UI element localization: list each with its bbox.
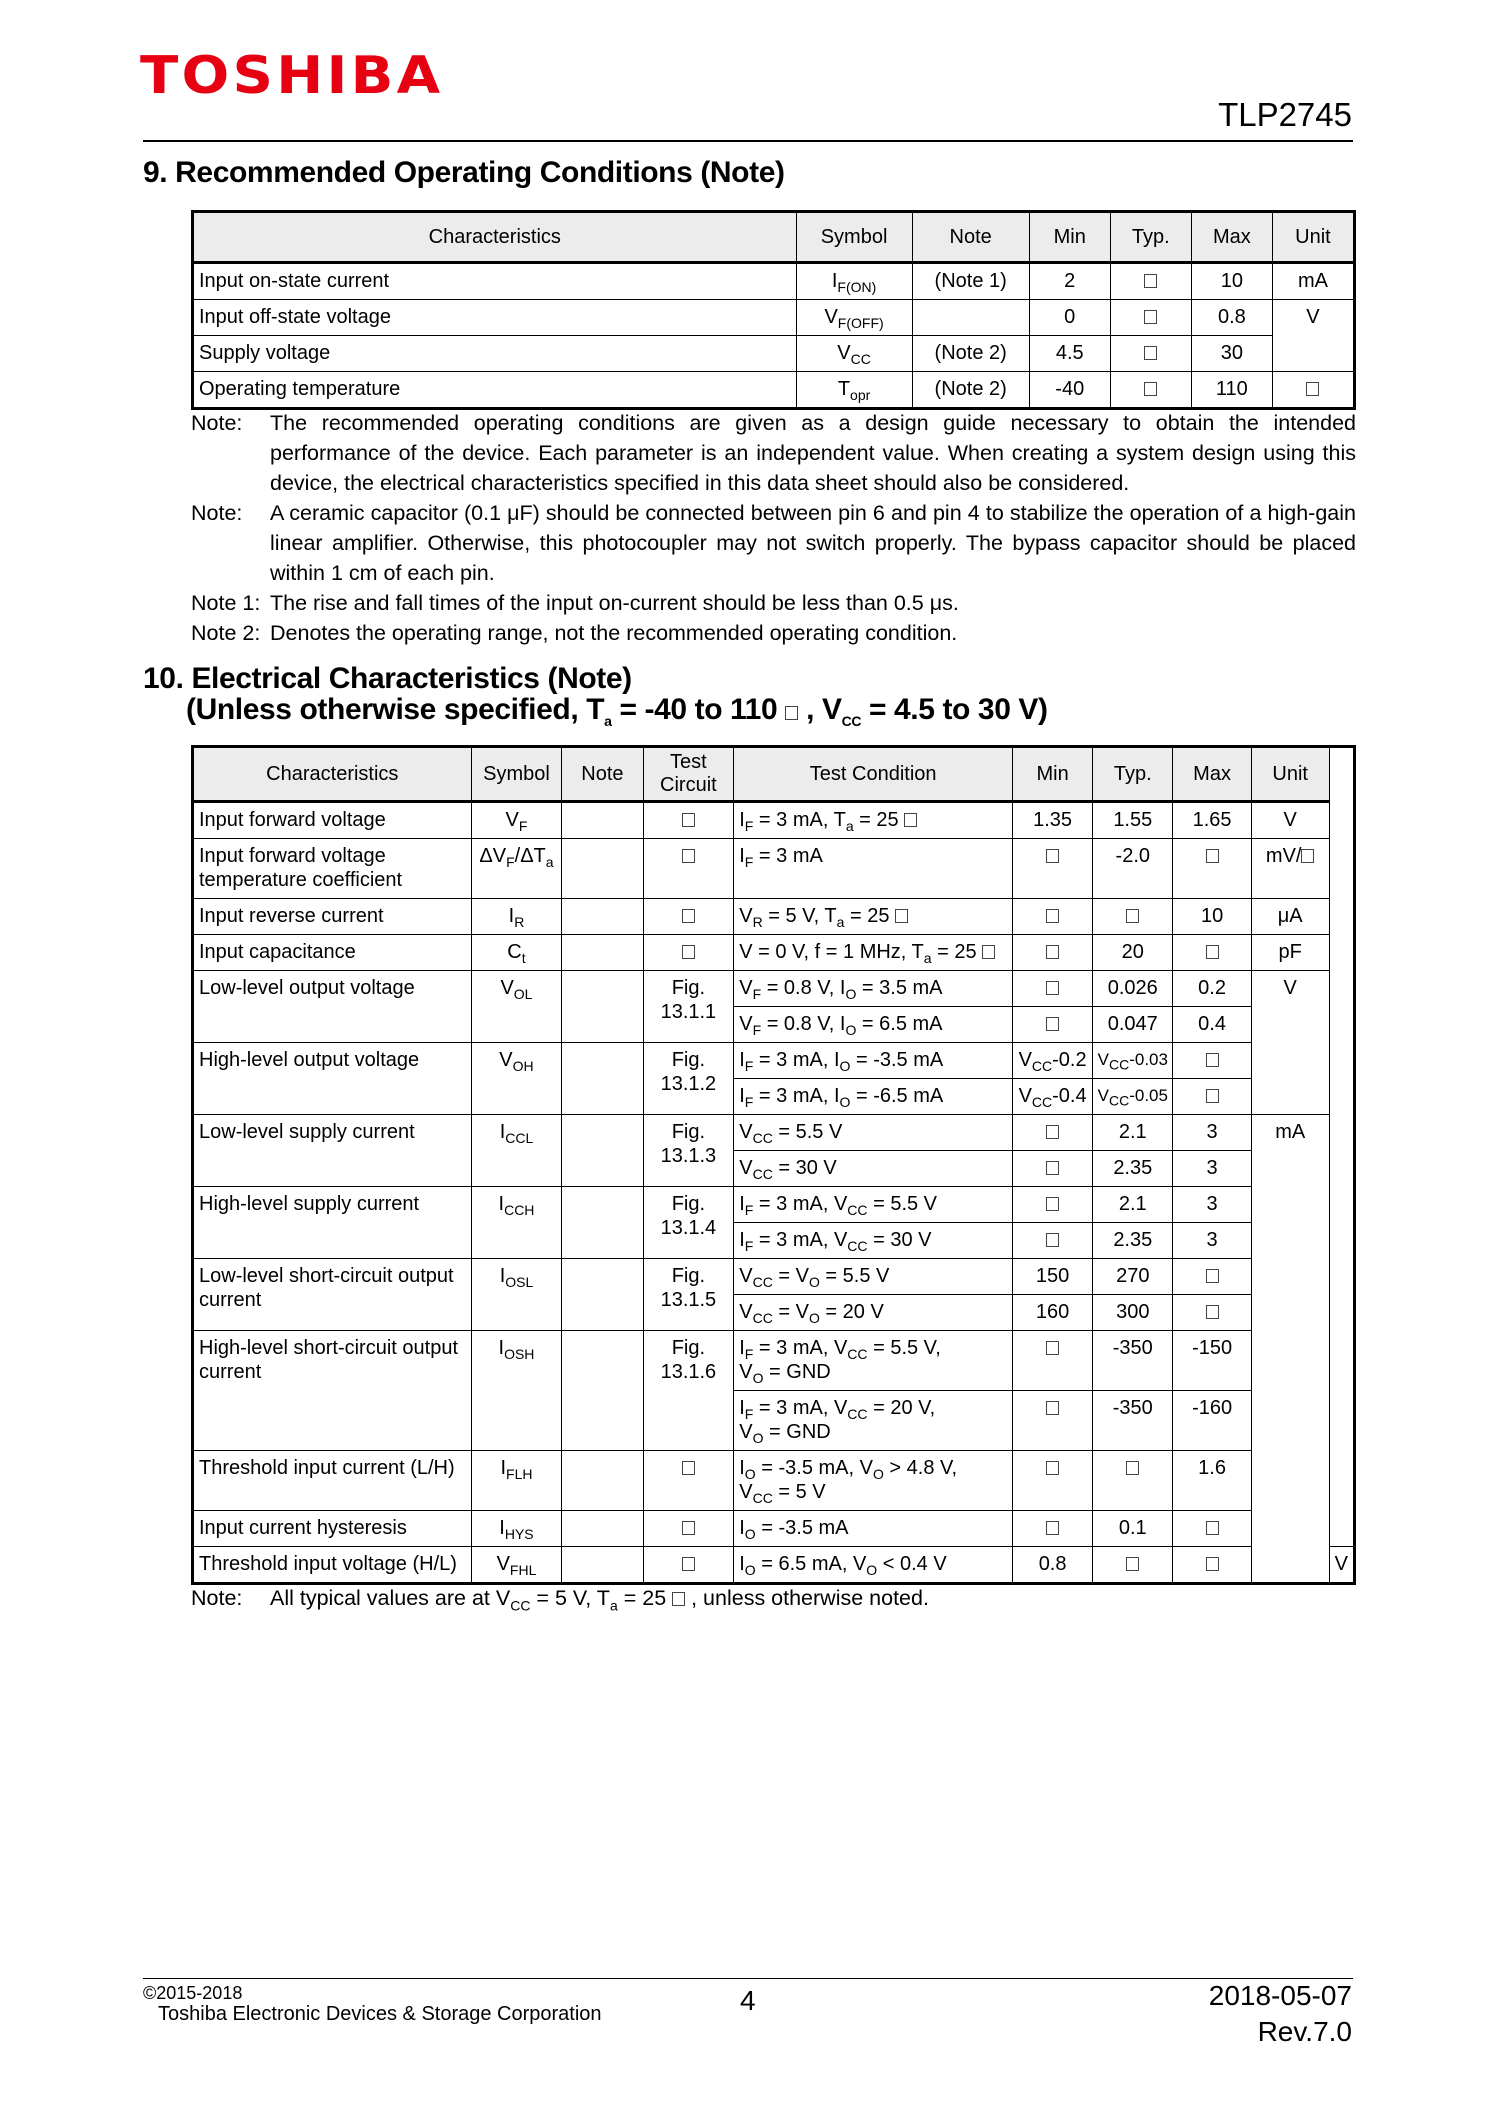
table-row <box>193 336 1355 372</box>
characteristic-cell: Threshold input current (L/H) <box>193 1451 472 1511</box>
placeholder-glyph <box>1144 346 1157 360</box>
placeholder-glyph <box>1046 981 1059 995</box>
characteristic-cell: Input capacitance <box>193 935 472 971</box>
test-circuit-cell <box>643 839 734 899</box>
test-condition-cell: $V_{CC} = 30$ V <box>734 1151 1013 1187</box>
col-header: Characteristics <box>193 212 797 263</box>
max-cell: 3 <box>1173 1187 1251 1223</box>
test-condition-cell: $V_{CC} = 5.5$ V <box>734 1115 1013 1151</box>
typ-cell: 300 <box>1093 1295 1173 1331</box>
note-cell <box>562 1547 643 1584</box>
degree-c-glyph <box>895 909 908 923</box>
placeholder-glyph <box>682 1557 695 1571</box>
characteristic-cell: Input forward voltage <box>193 802 472 839</box>
typ-cell: 0.047 <box>1093 1007 1173 1043</box>
placeholder-glyph <box>1126 1461 1139 1475</box>
note-cell: (Note 2) <box>912 336 1029 372</box>
table-row <box>193 1547 1355 1584</box>
col-header: Test Condition <box>734 747 1013 802</box>
unit-cell: mA <box>1272 263 1354 300</box>
col-header: Min <box>1029 212 1110 263</box>
symbol-cell: $V_{F(OFF)}$ <box>796 300 912 336</box>
characteristic-cell: Input reverse current <box>193 899 472 935</box>
placeholder-glyph <box>1206 1269 1219 1283</box>
max-cell <box>1173 1547 1251 1584</box>
col-header: Min <box>1013 747 1093 802</box>
degree-c-glyph <box>1301 849 1314 863</box>
typ-cell: $V_{CC}-0.05$ <box>1093 1079 1173 1115</box>
typ-cell: 2.35 <box>1093 1223 1173 1259</box>
note-cell <box>562 899 643 935</box>
toshiba-logo: TOSHIBA <box>140 46 444 106</box>
symbol-cell: $V_{FHL}$ <box>471 1547 562 1584</box>
placeholder-glyph <box>1206 1053 1219 1067</box>
table-row <box>193 1115 1355 1151</box>
footer-rule <box>143 1978 1353 1979</box>
placeholder-glyph <box>1046 1233 1059 1247</box>
unit-cell: mA <box>1251 1115 1329 1584</box>
table-header-row <box>193 747 1355 802</box>
min-cell <box>1013 1187 1093 1223</box>
max-cell: 110 <box>1191 372 1272 409</box>
note-cell <box>562 1451 643 1511</box>
characteristic-cell: Input on-state current <box>193 263 797 300</box>
symbol-cell: $V_{OL}$ <box>471 971 562 1043</box>
placeholder-glyph <box>1206 1557 1219 1571</box>
typ-cell: 2.35 <box>1093 1151 1173 1187</box>
note-item: Note: A ceramic capacitor (0.1 μF) should be connected between pin 6 and pin 4 to stabilize the operation of a high-gain linear amplifier. Otherwise, this photocoupler may not switch properly. The bypass capacitor should be placed within 1 cm of each pin. <box>191 501 1356 585</box>
symbol-cell: $I_{F(ON)}$ <box>796 263 912 300</box>
max-cell: 10 <box>1191 263 1272 300</box>
col-header: Note <box>912 212 1029 263</box>
typ-cell: 0.026 <box>1093 971 1173 1007</box>
col-header: Typ. <box>1110 212 1191 263</box>
characteristic-cell: Operating temperature <box>193 372 797 409</box>
symbol-cell: $I_{FLH}$ <box>471 1451 562 1511</box>
typ-cell: 2.1 <box>1093 1187 1173 1223</box>
unit-cell: mV/ <box>1251 839 1329 899</box>
symbol-cell: $I_R$ <box>471 899 562 935</box>
min-cell: 2 <box>1029 263 1110 300</box>
min-cell <box>1013 971 1093 1007</box>
test-condition-cell: $I_F = 3$ mA, $V_{CC} = 20$ V, $V_O$ = GND <box>734 1391 1013 1451</box>
company-name: Toshiba Electronic Devices & Storage Corporation <box>158 2003 602 2025</box>
test-circuit-cell: Fig. 13.1.5 <box>643 1259 734 1331</box>
table-row <box>193 1043 1355 1079</box>
placeholder-glyph <box>1144 274 1157 288</box>
max-cell: 10 <box>1173 899 1251 935</box>
max-cell: 3 <box>1173 1151 1251 1187</box>
typ-cell: 1.55 <box>1093 802 1173 839</box>
characteristic-cell: High-level short-circuit output current <box>193 1331 472 1451</box>
typ-cell: 2.1 <box>1093 1115 1173 1151</box>
symbol-cell: $C_t$ <box>471 935 562 971</box>
col-header: Unit <box>1272 212 1354 263</box>
symbol-cell: $\Delta V_F/\Delta T_a$ <box>471 839 562 899</box>
note-cell <box>562 971 643 1043</box>
unit-cell: pF <box>1251 935 1329 971</box>
revision-date: 2018-05-07 <box>1208 1980 1352 2011</box>
col-header: Max <box>1173 747 1251 802</box>
test-condition-cell: $V_F = 0.8$ V, $I_O = 6.5$ mA <box>734 1007 1013 1043</box>
typ-cell <box>1093 1547 1173 1584</box>
col-header: Typ. <box>1093 747 1173 802</box>
test-condition-cell: $V_F = 0.8$ V, $I_O = 3.5$ mA <box>734 971 1013 1007</box>
table-row <box>193 839 1355 899</box>
table-header-row <box>193 212 1355 263</box>
min-cell <box>1013 839 1093 899</box>
symbol-cell: $I_{CCL}$ <box>471 1115 562 1187</box>
max-cell: 3 <box>1173 1115 1251 1151</box>
test-condition-cell: $I_F = 3$ mA, $T_a = 25$ <box>734 802 1013 839</box>
degree-c-glyph <box>904 813 917 827</box>
typ-cell: 270 <box>1093 1259 1173 1295</box>
placeholder-glyph <box>1206 1305 1219 1319</box>
test-circuit-cell: Fig. 13.1.6 <box>643 1331 734 1451</box>
min-cell <box>1013 1151 1093 1187</box>
section-9-notes <box>191 408 1356 648</box>
note-cell <box>562 1259 643 1331</box>
placeholder-glyph <box>1144 382 1157 396</box>
min-cell: 0.8 <box>1013 1547 1093 1584</box>
placeholder-glyph <box>1206 945 1219 959</box>
max-cell: 0.4 <box>1173 1007 1251 1043</box>
characteristic-cell: Threshold input voltage (H/L) <box>193 1547 472 1584</box>
min-cell: $V_{CC}-0.2$ <box>1013 1043 1093 1079</box>
note-cell <box>562 839 643 899</box>
placeholder-glyph <box>1046 1017 1059 1031</box>
max-cell: 0.2 <box>1173 971 1251 1007</box>
typ-cell <box>1093 899 1173 935</box>
test-condition-cell: $I_F = 3$ mA, $I_O = -3.5$ mA <box>734 1043 1013 1079</box>
symbol-cell: $V_{OH}$ <box>471 1043 562 1115</box>
note-cell <box>912 300 1029 336</box>
test-condition-cell: $I_F = 3$ mA, $V_{CC} = 5.5$ V, $V_O$ = GND <box>734 1331 1013 1391</box>
note-cell <box>562 1511 643 1547</box>
max-cell <box>1173 1259 1251 1295</box>
placeholder-glyph <box>1046 945 1059 959</box>
table-row <box>193 372 1355 409</box>
symbol-cell: $I_{CCH}$ <box>471 1187 562 1259</box>
table-row <box>193 263 1355 300</box>
electrical-characteristics-table <box>191 745 1356 1585</box>
note-cell: (Note 2) <box>912 372 1029 409</box>
test-condition-cell: $V_{CC} = V_O = 5.5$ V <box>734 1259 1013 1295</box>
col-header: Characteristics <box>193 747 472 802</box>
typ-cell: $V_{CC}-0.03$ <box>1093 1043 1173 1079</box>
min-cell <box>1013 1007 1093 1043</box>
max-cell <box>1173 1511 1251 1547</box>
table-row <box>193 300 1355 336</box>
max-cell <box>1173 935 1251 971</box>
col-header: Max <box>1191 212 1272 263</box>
test-condition-cell: $I_O = -3.5$ mA, $V_O > 4.8$ V, $V_{CC} = 5$ V <box>734 1451 1013 1511</box>
placeholder-glyph <box>1206 1089 1219 1103</box>
max-cell <box>1173 1043 1251 1079</box>
typ-cell <box>1110 336 1191 372</box>
max-cell: 30 <box>1191 336 1272 372</box>
col-header: Note <box>562 747 643 802</box>
min-cell <box>1013 1511 1093 1547</box>
test-circuit-cell: Fig. 13.1.4 <box>643 1187 734 1259</box>
col-header: Symbol <box>471 747 562 802</box>
min-cell: 0 <box>1029 300 1110 336</box>
symbol-cell: $I_{OSL}$ <box>471 1259 562 1331</box>
min-cell <box>1013 1223 1093 1259</box>
page-number: 4 <box>740 1985 756 2016</box>
table-row <box>193 935 1355 971</box>
typ-cell: 20 <box>1093 935 1173 971</box>
placeholder-glyph <box>1046 1161 1059 1175</box>
col-header: Test Circuit <box>643 747 734 802</box>
placeholder-glyph <box>1046 1461 1059 1475</box>
test-circuit-cell: Fig. 13.1.2 <box>643 1043 734 1115</box>
placeholder-glyph <box>1206 1521 1219 1535</box>
placeholder-glyph <box>1046 1197 1059 1211</box>
placeholder-glyph <box>682 1521 695 1535</box>
min-cell <box>1013 1115 1093 1151</box>
characteristic-cell: High-level output voltage <box>193 1043 472 1115</box>
placeholder-glyph <box>1126 909 1139 923</box>
placeholder-glyph <box>1206 849 1219 863</box>
table-row <box>193 971 1355 1007</box>
col-header: Unit <box>1251 747 1329 802</box>
note-cell <box>562 802 643 839</box>
characteristic-cell: Low-level output voltage <box>193 971 472 1043</box>
placeholder-glyph <box>1046 849 1059 863</box>
min-cell: 150 <box>1013 1259 1093 1295</box>
table-row <box>193 1331 1355 1391</box>
characteristic-cell: Input forward voltage temperature coefficient <box>193 839 472 899</box>
test-condition-cell: $I_F = 3$ mA, $V_{CC} = 30$ V <box>734 1223 1013 1259</box>
min-cell: $V_{CC}-0.4$ <box>1013 1079 1093 1115</box>
note-item: Note: All typical values are at $V_{CC} = 5$ V, $T_a = 25$ , unless otherwise noted. <box>191 1586 929 1614</box>
typ-cell: 0.1 <box>1093 1511 1173 1547</box>
characteristic-cell: Low-level supply current <box>193 1115 472 1187</box>
unit-cell: μA <box>1251 899 1329 935</box>
recommended-conditions-table <box>191 210 1356 410</box>
test-condition-cell: $I_O = 6.5$ mA, $V_O < 0.4$ V <box>734 1547 1013 1584</box>
table-row <box>193 1259 1355 1295</box>
table-row <box>193 1511 1355 1547</box>
footer-left <box>143 1983 602 2025</box>
section-10-note <box>191 1583 1356 1613</box>
min-cell <box>1013 935 1093 971</box>
unit-cell: V <box>1251 971 1329 1115</box>
note-item: Note: The recommended operating conditions are given as a design guide necessary to obtain the intended performance of the device. Each parameter is an independent value. When creating a system design using this device, the electrical characteristics specified in this data sheet should also be considered. <box>191 411 1356 495</box>
typ-cell <box>1110 300 1191 336</box>
max-cell: 1.65 <box>1173 802 1251 839</box>
note-cell <box>562 935 643 971</box>
symbol-cell: $T_{opr}$ <box>796 372 912 409</box>
characteristic-cell: Input off-state voltage <box>193 300 797 336</box>
placeholder-glyph <box>682 813 695 827</box>
test-circuit-cell <box>643 1511 734 1547</box>
max-cell <box>1173 1295 1251 1331</box>
min-cell <box>1013 1391 1093 1451</box>
placeholder-glyph <box>1046 1341 1059 1355</box>
test-circuit-cell <box>643 802 734 839</box>
max-cell: -150 <box>1173 1331 1251 1391</box>
col-header: Symbol <box>796 212 912 263</box>
placeholder-glyph <box>1046 909 1059 923</box>
test-circuit-cell <box>643 1451 734 1511</box>
placeholder-glyph <box>1046 1401 1059 1415</box>
degree-c-glyph <box>672 1592 685 1606</box>
max-cell: 3 <box>1173 1223 1251 1259</box>
note-cell <box>562 1187 643 1259</box>
part-number: TLP2745 <box>1218 96 1352 133</box>
symbol-cell: $V_F$ <box>471 802 562 839</box>
table-row <box>193 899 1355 935</box>
test-condition-cell: $V_{CC} = V_O = 20$ V <box>734 1295 1013 1331</box>
typ-cell: -2.0 <box>1093 839 1173 899</box>
test-condition-cell: $I_F = 3$ mA, $I_O = -6.5$ mA <box>734 1079 1013 1115</box>
table-row <box>193 1187 1355 1223</box>
test-circuit-cell <box>643 899 734 935</box>
unit-cell: V <box>1272 300 1354 372</box>
test-condition-cell: $I_O = -3.5$ mA <box>734 1511 1013 1547</box>
copyright: ©2015-2018 <box>143 1983 243 2003</box>
degree-c-glyph <box>785 706 798 720</box>
min-cell: -40 <box>1029 372 1110 409</box>
test-condition-cell: $I_F = 3$ mA, $V_{CC} = 5.5$ V <box>734 1187 1013 1223</box>
degree-c-glyph <box>1306 382 1319 396</box>
table-row <box>193 1451 1355 1511</box>
test-circuit-cell <box>643 1547 734 1584</box>
note-item: Note 2: Denotes the operating range, not the recommended operating condition. <box>191 621 958 645</box>
placeholder-glyph <box>1046 1125 1059 1139</box>
header-rule <box>143 140 1353 142</box>
characteristic-cell: Input current hysteresis <box>193 1511 472 1547</box>
note-item: Note 1: The rise and fall times of the input on-current should be less than 0.5 μs. <box>191 591 959 615</box>
test-circuit-cell: Fig. 13.1.1 <box>643 971 734 1043</box>
placeholder-glyph <box>682 1461 695 1475</box>
typ-cell: -350 <box>1093 1391 1173 1451</box>
symbol-cell: $V_{CC}$ <box>796 336 912 372</box>
degree-c-glyph <box>982 945 995 959</box>
max-cell: 0.8 <box>1191 300 1272 336</box>
test-condition-cell: $V_R = 5$ V, $T_a = 25$ <box>734 899 1013 935</box>
typ-cell <box>1110 372 1191 409</box>
placeholder-glyph <box>682 945 695 959</box>
max-cell: -160 <box>1173 1391 1251 1451</box>
characteristic-cell: Low-level short-circuit output current <box>193 1259 472 1331</box>
revision: Rev.7.0 <box>1257 2016 1352 2047</box>
typ-cell: -350 <box>1093 1331 1173 1391</box>
typ-cell <box>1110 263 1191 300</box>
min-cell <box>1013 899 1093 935</box>
min-cell <box>1013 1331 1093 1391</box>
test-circuit-cell: Fig. 13.1.3 <box>643 1115 734 1187</box>
typ-cell <box>1093 1451 1173 1511</box>
test-condition-cell: $I_F = 3$ mA <box>734 839 1013 899</box>
min-cell: 1.35 <box>1013 802 1093 839</box>
placeholder-glyph <box>1144 310 1157 324</box>
unit-cell: V <box>1329 1547 1354 1584</box>
note-cell <box>562 1115 643 1187</box>
unit-cell <box>1272 372 1354 409</box>
placeholder-glyph <box>682 909 695 923</box>
characteristic-cell: Supply voltage <box>193 336 797 372</box>
placeholder-glyph <box>1046 1521 1059 1535</box>
unit-cell: V <box>1251 802 1329 839</box>
placeholder-glyph <box>682 849 695 863</box>
min-cell: 4.5 <box>1029 336 1110 372</box>
placeholder-glyph <box>1126 1557 1139 1571</box>
test-condition-cell: V = 0 V, f = 1 MHz, $T_a = 25$ <box>734 935 1013 971</box>
footer-right <box>1209 1978 1352 2050</box>
max-cell: 1.6 <box>1173 1451 1251 1511</box>
table-row <box>193 802 1355 839</box>
note-cell <box>562 1043 643 1115</box>
max-cell <box>1173 839 1251 899</box>
note-cell <box>562 1331 643 1451</box>
max-cell <box>1173 1079 1251 1115</box>
characteristic-cell: High-level supply current <box>193 1187 472 1259</box>
test-circuit-cell <box>643 935 734 971</box>
section-9-heading: 9. Recommended Operating Conditions (Note) <box>143 156 785 189</box>
symbol-cell: $I_{OSH}$ <box>471 1331 562 1451</box>
min-cell <box>1013 1451 1093 1511</box>
section-10-heading: 10. Electrical Characteristics (Note) (Unless otherwise specified, $T_a = -40$ to 110 , $V_{CC} = 4.5$ to 30 V) <box>143 662 1048 729</box>
symbol-cell: $I_{HYS}$ <box>471 1511 562 1547</box>
min-cell: 160 <box>1013 1295 1093 1331</box>
note-cell: (Note 1) <box>912 263 1029 300</box>
